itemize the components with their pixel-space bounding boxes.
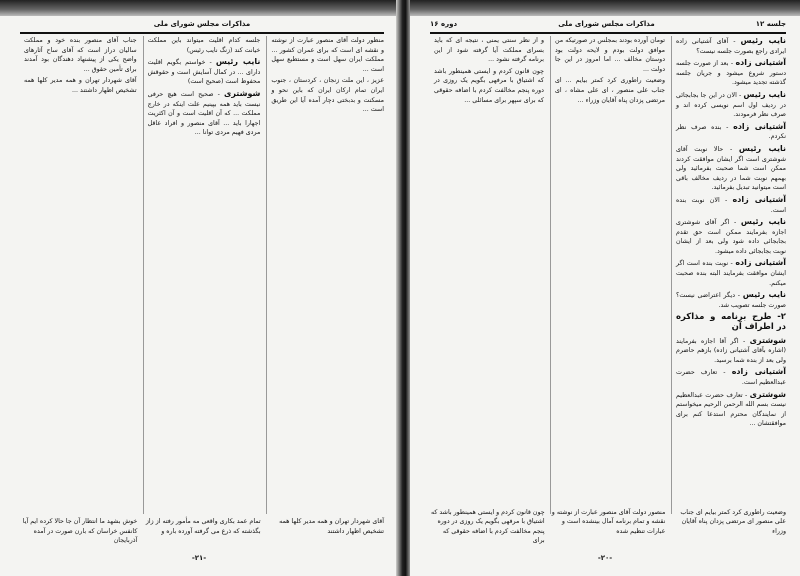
speaker-name: شوشتری bbox=[224, 88, 261, 98]
text-column bbox=[550, 36, 665, 514]
paragraph bbox=[676, 195, 786, 215]
paragraph-text: - بعد از صورت جلسه دستور شروع میشود و جریان جلسه گذشته تجدید میشود. bbox=[676, 60, 786, 87]
paragraph bbox=[676, 367, 786, 387]
paragraph bbox=[676, 390, 786, 429]
paragraph-text: - دیگر اعتراضی نیست؟ صورت جلسه تصویب شد. bbox=[676, 292, 786, 309]
paragraph-text: - تعارف حضرت عبدالعظیم نیست بسم الله الرحمن الرحیم میخواستم از نمایندگان محترم استدعا کنم برای موافقتشان ... bbox=[676, 391, 786, 428]
paragraph bbox=[555, 36, 665, 74]
paragraph-text: - اگر آقای شوشتری اجازه بفرمایند ممکن است حق تقدم بجابجائی داده شود ولی بعد از ایشان نوبت بجابجائی داده میشود. bbox=[676, 219, 786, 255]
right-page bbox=[410, 0, 800, 576]
paragraph-text: - الان نوبت بنده است. bbox=[676, 196, 786, 214]
left-page-footer bbox=[20, 517, 384, 546]
paragraph bbox=[148, 89, 261, 138]
speaker-name: نایب رئیس bbox=[738, 143, 786, 153]
paragraph bbox=[676, 258, 786, 288]
paragraph bbox=[676, 90, 786, 120]
paragraph-text: - حالا نوبت آقای شوشتری است اگر ایشان موافقت کردند ممکن است شما صحبت بفرمائید ولی بهمهم نوبت شما در ردیف مخالف باقی است میتوانید تبدیل بفرمائید. bbox=[676, 145, 786, 192]
text-column bbox=[143, 36, 261, 514]
paragraph-text: - الان در این جا بجابجائی در ردیف اول اسم نویسی کرده اند و صرف نظر فرمودند. bbox=[676, 91, 786, 119]
paragraph bbox=[555, 76, 665, 105]
paragraph-text: وضعیت راطوری کرد کمتر بیایم ... ای جناب علی منصور ، ای علی مشاه ، ای مرتضی پزدان پناه آقایان وزراء ... bbox=[555, 77, 665, 104]
paragraph bbox=[148, 57, 261, 87]
paragraph-text: - اگر آقا اجازه بفرمایند (اشاره بآقای آشتیانی زاده) بازهم حاضرم ولی بعد از بنده شما برسید. bbox=[676, 337, 786, 364]
paragraph bbox=[271, 76, 384, 114]
paragraph bbox=[676, 336, 786, 366]
footer-line: خوش بشهد ما انتظار آن جا حالا کرده ایم آیا کانفس خراسان که بارن صورت در آمده آذربایجان bbox=[22, 518, 138, 545]
scan-shadow bbox=[410, 0, 800, 16]
footer-line: تمام عمد بکاری واقعی مه مأمور رفته از زاز بگذشته که ذرع می گرفته آورده باره و bbox=[145, 518, 261, 535]
paragraph bbox=[676, 217, 786, 256]
paragraph-text: - خواستم بگویم اقلیت دارای ... در کمال آسایش است و حقوقش محفوظ است (صحیح است) bbox=[147, 59, 261, 86]
speaker-name: آشتیانی زاده bbox=[732, 194, 786, 204]
paragraph-text: - بنده صرف نظر نکردم. bbox=[676, 123, 786, 141]
paragraph-text: آقای شهردار تهران و همه مدیر کلها همه تشخیص اظهار داشتند ... bbox=[23, 77, 137, 94]
page-number: -۲۱- bbox=[191, 554, 207, 562]
paragraph bbox=[24, 36, 137, 74]
paragraph-text: جلسه کدام اقلیت میتواند باین مملکت خیانت کند (زنگ نایب رئیس) bbox=[147, 37, 261, 54]
paragraph bbox=[676, 58, 786, 88]
paragraph bbox=[676, 122, 786, 142]
left-page bbox=[0, 0, 398, 576]
paragraph-text: چون قانون کردم و ایستی همینطور باشد که اشتیاق با مرفهی بگویم یک روزی در دوره پنجم مخالفت کردم با اضافه حقوقی که برای سپهر برای مسائلی ... bbox=[434, 67, 544, 104]
right-page-header bbox=[430, 16, 786, 34]
footer-line: آقای شهردار تهران و همه مدیر کلها همه تشخیص اظهار داشتند bbox=[279, 518, 384, 535]
speaker-name: شوشتری bbox=[749, 389, 786, 399]
speaker-name: آشتیانی زاده bbox=[731, 367, 786, 377]
footer-line: چون قانون کردم و ایستی همینطور باشد که اشتیاق با مرفهی بگویم یک روزی در دوره پنجم مخالفت کردم با اضافه حقوقی که برای bbox=[431, 508, 545, 545]
page-number: -۲۰- bbox=[597, 554, 613, 562]
speaker-name: آشتیانی زاده bbox=[735, 258, 786, 268]
session-number: جلسه ۱۲ bbox=[755, 20, 786, 28]
left-header-title: مذاکرات مجلس شورای ملی bbox=[153, 20, 251, 28]
term-number: دوره ۱۶ bbox=[430, 20, 458, 28]
paragraph bbox=[148, 36, 261, 55]
paragraph-text: منظور دولت آقای منصور عبارت از نوشته و نقشه ای است که برای عمران کشور ... مملکت ایران سهل است و مستطیع سهل است ... bbox=[271, 37, 384, 73]
speaker-name: نایب رئیس bbox=[743, 89, 786, 99]
paragraph bbox=[676, 36, 786, 56]
text-column bbox=[20, 36, 137, 514]
paragraph bbox=[434, 67, 544, 105]
speaker-name: نایب رئیس bbox=[740, 36, 786, 45]
section-heading: ۲- طرح برنامه و مذاکره در اطراف آن bbox=[676, 312, 786, 333]
speaker-name: آشتیانی زاده bbox=[733, 121, 786, 131]
paragraph-text: - صحیح است هیچ حرفی نیست باید همه بپینیم علت اینکه در خارج مملکت ... که آن اقلیت است و آن اکثریت اجهارا باید ... آقای منصور و افراد عاقل مردی فهیم مردی توانا ... bbox=[147, 90, 261, 137]
speaker-name: آشتیانی زاده bbox=[735, 58, 786, 68]
right-page-footer bbox=[430, 508, 786, 546]
paragraph bbox=[24, 76, 137, 95]
speaker-name: شوشتری bbox=[749, 335, 786, 345]
footer-line: وضعیت راطوری کرد کمتر بیایم ای جناب علی منصور ای مرتضی پزدان پناه آقایان وزراء bbox=[680, 508, 787, 535]
paragraph-text: و از نظر سنتی یمنی ، نتیجه ای که باید بسرای مملکت آیا گرفته شود از این برنامه گرفته نشود ... bbox=[434, 37, 544, 64]
paragraph-text: جناب آقای منصور بنده خود و مملکت سالیان دراز است که آقای ساح آثارهای واضح یکی از پیشنهاد دهندگان بود آمدند برای تأمین حقوق ... bbox=[23, 37, 137, 73]
paragraph-text: - آقای آشتیانی زاده ایرادی راجع بصورت جلسه نیست؟ bbox=[676, 38, 786, 55]
speaker-name: نایب رئیس bbox=[740, 217, 786, 227]
paragraph-text: - تعارف حضرت عبدالعظیم است. bbox=[676, 369, 786, 386]
scan-shadow bbox=[0, 0, 398, 16]
paragraph bbox=[676, 290, 786, 310]
header-title: مذاکرات مجلس شورای ملی bbox=[558, 20, 655, 28]
paragraph-text: تومان آورده بودند بمجلس در صورتیکه من موافق دولت بودم و لایحه دولت بود دوستان مخالف ... اما امروز در این جا دولت ... bbox=[555, 37, 665, 73]
paragraph-text: عزیز ، این ملت زنجان ، کردستان ، جنوب ایران تمام ارکان ایران که باین نحو و مسکنت و بدبختی دچار آمده آیا این طریق است ... bbox=[271, 77, 384, 114]
right-page-columns bbox=[430, 36, 786, 514]
paragraph-text: - نوبت بنده است اگر ایشان موافقت بفرمایند البته بنده صحبت میکنم. bbox=[676, 260, 786, 287]
text-column bbox=[430, 36, 544, 514]
paragraph bbox=[676, 144, 786, 193]
text-column bbox=[671, 36, 786, 514]
footer-line: منصور دولت آقای منصور عبارت از نوشته و نقشه و تمام برنامه آمال بینشده است و عبارات تنظیم شده bbox=[551, 508, 666, 535]
left-page-columns bbox=[20, 36, 384, 514]
paragraph bbox=[434, 36, 544, 65]
speaker-name: نایب رئیس bbox=[742, 290, 786, 300]
left-page-header bbox=[20, 16, 384, 34]
speaker-name: نایب رئیس bbox=[215, 57, 261, 67]
paragraph bbox=[271, 36, 384, 74]
text-column bbox=[266, 36, 384, 514]
